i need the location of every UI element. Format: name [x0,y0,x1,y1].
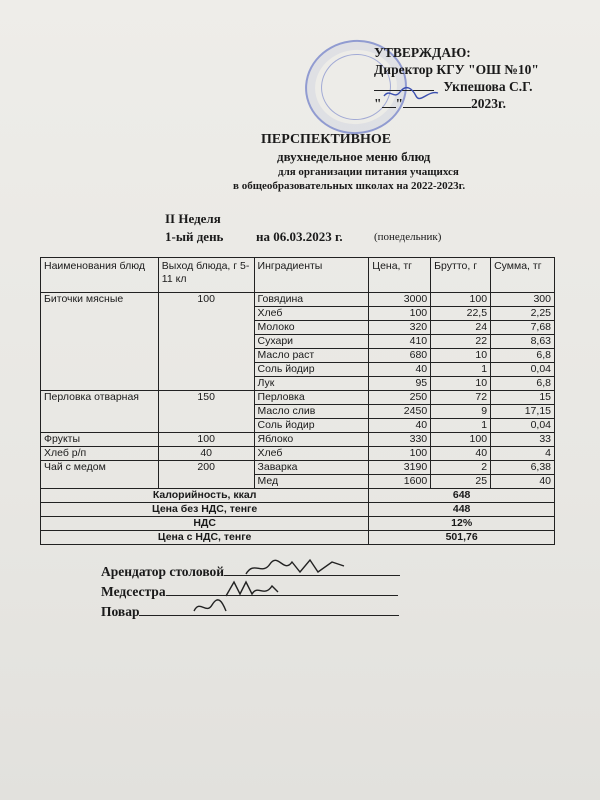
price-cell: 40 [369,419,431,433]
header-price: Цена, тг [369,258,431,293]
approval-position: Директор КГУ "ОШ №10" [374,62,539,77]
approval-heading: УТВЕРЖДАЮ: [374,45,471,60]
dish-output-cell: 200 [158,461,254,489]
weekday-label: (понедельник) [374,231,442,243]
summary-row [41,489,555,503]
price-cell: 2450 [369,405,431,419]
ingredient-cell: Яблоко [254,433,369,447]
dish-name-cell: Фрукты [41,433,159,447]
price-cell: 95 [369,377,431,391]
table-row [41,447,555,461]
ingredient-cell: Сухари [254,335,369,349]
sum-cell: 15 [491,391,555,405]
summary-value: 648 [369,489,555,503]
dish-output-cell: 100 [158,433,254,447]
menu-date: на 06.03.2023 г. [256,229,343,244]
header-output: Выход блюда, г 5-11 кл [158,258,254,293]
summary-label: НДС [41,517,369,531]
table-row [41,433,555,447]
sum-cell: 6,8 [491,349,555,363]
header-gross: Брутто, г [431,258,491,293]
menu-table-body [41,293,555,545]
director-signature [374,90,434,91]
summary-row [41,531,555,545]
gross-cell: 1 [431,419,491,433]
ingredient-cell: Мед [254,475,369,489]
sum-cell: 17,15 [491,405,555,419]
dish-name-cell: Перловка отварная [41,391,159,433]
week-label: II Неделя [165,211,221,226]
ingredient-cell: Масло раст [254,349,369,363]
gross-cell: 24 [431,321,491,335]
price-cell: 3000 [369,293,431,307]
ingredient-cell: Масло слив [254,405,369,419]
sum-cell: 8,63 [491,335,555,349]
approval-date-line: " " 2023г. [374,96,506,111]
sum-cell: 6,8 [491,377,555,391]
table-header-row [41,258,555,293]
cook-signature-scribble [190,597,230,617]
summary-label: Цена без НДС, тенге [41,503,369,517]
sum-cell: 0,04 [491,363,555,377]
sum-cell: 4 [491,447,555,461]
header-sum: Сумма, тг [491,258,555,293]
gross-cell: 22,5 [431,307,491,321]
cook-signature-line [101,603,400,623]
sum-cell: 7,68 [491,321,555,335]
ingredient-cell: Хлеб [254,447,369,461]
summary-label: Калорийность, ккал [41,489,369,503]
sum-cell: 33 [491,433,555,447]
summary-value: 501,76 [369,531,555,545]
table-row [41,293,555,307]
tenant-signature-scribble [240,556,350,580]
sum-cell: 6,38 [491,461,555,475]
dish-name-cell: Чай с медом [41,461,159,489]
ingredient-cell: Соль йодир [254,419,369,433]
ingredient-cell: Говядина [254,293,369,307]
dish-output-cell: 100 [158,293,254,391]
gross-cell: 22 [431,335,491,349]
price-cell: 100 [369,307,431,321]
director-signature-scribble [382,86,442,100]
nurse-label: Медсестра [101,584,166,599]
gross-cell: 9 [431,405,491,419]
summary-label: Цена с НДС, тенге [41,531,369,545]
price-cell: 40 [369,363,431,377]
table-row [41,461,555,475]
title-line-1: ПЕРСПЕКТИВНОЕ [261,132,392,147]
menu-table [40,257,555,545]
gross-cell: 10 [431,349,491,363]
gross-cell: 10 [431,377,491,391]
gross-cell: 1 [431,363,491,377]
summary-row [41,517,555,531]
price-cell: 250 [369,391,431,405]
price-cell: 100 [369,447,431,461]
ingredient-cell: Заварка [254,461,369,475]
price-cell: 1600 [369,475,431,489]
director-name: Укпешова С.Г. [443,79,533,94]
price-cell: 680 [369,349,431,363]
approval-block [374,44,539,112]
sum-cell: 0,04 [491,419,555,433]
table-row [41,391,555,405]
ingredient-cell: Молоко [254,321,369,335]
ingredient-cell: Соль йодир [254,363,369,377]
gross-cell: 100 [431,433,491,447]
cook-label: Повар [101,604,140,619]
header-ingredients: Инградиенты [254,258,369,293]
dish-output-cell: 40 [158,447,254,461]
price-cell: 330 [369,433,431,447]
approval-signature-line [374,78,539,95]
approval-year: 2023г. [471,96,506,111]
sum-cell: 40 [491,475,555,489]
title-line-3: для организации питания учащихся [278,166,459,178]
nurse-signature-scribble [222,578,282,602]
summary-row [41,503,555,517]
sum-cell: 300 [491,293,555,307]
price-cell: 410 [369,335,431,349]
gross-cell: 25 [431,475,491,489]
day-label: 1-ый день [165,229,224,244]
ingredient-cell: Хлеб [254,307,369,321]
header-dish-name: Наименования блюд [41,258,159,293]
dish-output-cell: 150 [158,391,254,433]
ingredient-cell: Лук [254,377,369,391]
summary-value: 448 [369,503,555,517]
dish-name-cell: Биточки мясные [41,293,159,391]
gross-cell: 40 [431,447,491,461]
title-line-2: двухнедельное меню блюд [277,149,431,164]
title-line-4: в общеобразовательных школах на 2022-2023г. [233,180,466,192]
tenant-label: Арендатор столовой [101,564,225,579]
price-cell: 320 [369,321,431,335]
price-cell: 3190 [369,461,431,475]
ingredient-cell: Перловка [254,391,369,405]
sum-cell: 2,25 [491,307,555,321]
gross-cell: 2 [431,461,491,475]
summary-value: 12% [369,517,555,531]
dish-name-cell: Хлеб р/п [41,447,159,461]
gross-cell: 100 [431,293,491,307]
gross-cell: 72 [431,391,491,405]
